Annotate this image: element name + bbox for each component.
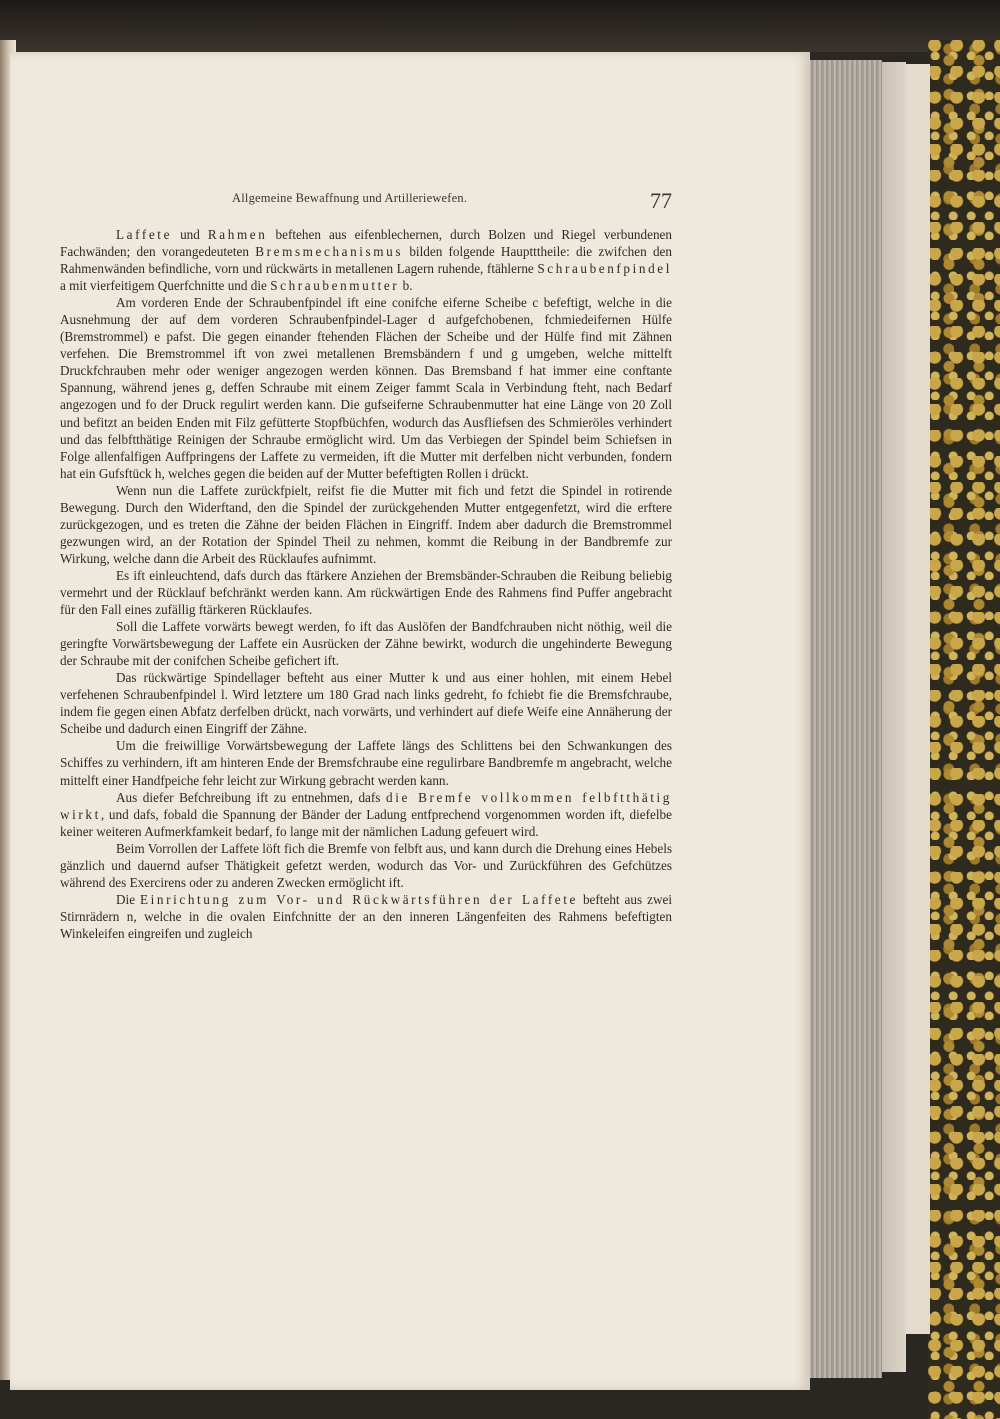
paragraph-8 (60, 789, 672, 840)
paragraph-5: Soll die Laffete vorwärts bewegt werden, fo ift das Auslöfen der Bandfchrauben nicht nöthig, weil die geringfte Vorwärtsbewegung der Laffete ein Ausrücken der Zähne bewirkt, wodurch die ungehinderte Bewegung der Schraube mit der conifchen Scheibe gefichert ift. (60, 619, 672, 669)
body-text (60, 226, 672, 942)
paragraph-6: Das rückwärtige Spindellager befteht aus einer Mutter k und aus einer hohlen, mit einem Hebel verfehenen Schraubenfpindel l. Wird letztere um 180 Grad nach links gedreht, fo fchiebt fie die Bremsfchraube, indem fie gegen einen Abfatz derfelben drückt, nach vorwärts, und verhindert auf diefe Weife eine Annäherung der Scheibe und dadurch einen Eingriff der Zähne. (60, 670, 672, 737)
endpaper (905, 64, 930, 1334)
page-header (60, 188, 672, 218)
paragraph-1 (60, 226, 672, 294)
paragraph-7: Um die freiwillige Vorwärtsbewegung der Laffete längs des Schlittens bei den Schwankungen des Schiffes zu verhindern, ift am hinteren Ende der Bremsfchraube eine regulirbare Bandbremfe m angebracht, welche mittelft einer Handfpeiche fehr leicht zur Wirkung gebracht werden kann. (60, 738, 672, 788)
page-block-edge-light (880, 62, 906, 1372)
text-run: und (172, 227, 208, 242)
spaced-term: Schraubenfpindel (537, 261, 672, 277)
text-run: beftehen aus eifenblechernen, durch Bolzen und Riegel verbundenen Fachwänden; den vorangedeuteten (60, 227, 672, 260)
marbled-book-cover (928, 40, 1000, 1419)
paragraph-10 (60, 891, 672, 942)
page-number: 77 (650, 188, 672, 213)
text-run: befteht aus zwei Stirnrädern n, welche in die ovalen Einfchnitte der an den inneren Längenfeiten des Rahmens befeftigten Winkeleifen eingreifen und zugleich (60, 891, 672, 941)
paragraph-9: Beim Vorrollen der Laffete löft fich die Bremfe von felbft aus, und kann durch die Drehung eines Hebels gänzlich und dauernd aufser Thätigkeit gefetzt werden, wodurch das Vor- und Zurückführen des Gefchützes während des Exercirens oder zu anderen Zwecken ermöglicht ift. (60, 840, 672, 890)
paragraph-4: Es ift einleuchtend, dafs durch das ftärkere Anziehen der Bremsbänder-Schrauben die Reibung beliebig vermehrt und der Rücklauf befchränkt werden kann. Am rückwärtigen Ende des Rahmens find Puffer angebracht für den Fall eines zufällig ftärkeren Rücklaufes. (60, 567, 672, 618)
text-run: Aus diefer Befchreibung ift zu entnehmen, dafs (116, 789, 386, 805)
text-run: b. (399, 278, 413, 294)
text-run: Die (116, 891, 141, 907)
page-block-edges (808, 60, 882, 1378)
scan-background-top (0, 0, 1000, 52)
spaced-term: die Bremfe vollkommen felbftthätig wirkt (60, 789, 672, 822)
spaced-term: Rahmen (207, 227, 268, 242)
spaced-term: Schraubenmutter (270, 278, 400, 294)
text-run: a mit vierfeitigem Querfchnitte und die (60, 278, 271, 294)
spaced-term: Bremsmechanismus (255, 244, 404, 260)
spaced-term: Laffete (116, 227, 173, 242)
spaced-term: Einrichtung zum Vor- und Rückwärtsführen der Laffete (140, 891, 578, 907)
running-title: Allgemeine Bewaffnung und Artilleriewefen. (232, 191, 468, 205)
text-run: , und dafs, fobald die Spannung der Bänder der Ladung entfprechend vorgenommen worden ift, diefelbe keiner weiteren Aufmerkfamkeit bedarf, fo lange mit der nämlichen Ladung gefeuert wird. (60, 806, 672, 839)
paragraph-2: Am vorderen Ende der Schraubenfpindel ift eine conifche eiferne Scheibe c befeftigt, welche in die Ausnehmung der auf dem vorderen Schraubenfpindel-Lager d aufgefchobenen, fchmiedeifernen Hülfe (Bremstrommel) e pafst. Die gegen einander ftehenden Flächen der Scheibe und der Hülfe find mit Zähnen verfehen. Die Bremstrommel ift von zwei metallenen Bremsbändern f und g umgeben, welche mittelft Druckfchrauben mehr oder weniger angezogen werden können. Das Bremsband f hat immer eine conftante Spannung, während jenes g, deffen Schraube mit einem Zeiger fammt Scala in Verbindung fteht, nach Bedarf angezogen und fo der Druck regulirt werden kann. Die gufseiferne Schraubenmutter hat eine Länge von 20 Zoll und befitzt an beiden Enden mit Filz gefütterte Stopfbüchfen, wodurch das Ausfliefsen des Schmieröles verhindert und das felbftthätige Reinigen der Schraube ermöglicht wird. Um das Verbiegen der Spindel beim Schiefsen in Folge allenfalfigen Auffpringens der Laffete zu vermeiden, ift die Mutter mit derfelben nicht verbunden, fondern hat ein Gufsftück h, welches gegen die beiden auf der Mutter befeftigten Rollen i drückt. (60, 295, 672, 481)
paragraph-3: Wenn nun die Laffete zurückfpielt, reifst fie die Mutter mit fich und fetzt die Spindel in rotirende Bewegung. Durch den Widerftand, den die Spindel der zurückgehenden Mutter entgegenfetzt, wird die erftere zurückgezogen, und es treten die Zähne der beiden Flächen in Eingriff. Indem aber dadurch die Bremstrommel gezwungen wird, an der Rotation der Spindel Theil zu nehmen, kommt die Reibung in der Bandbremfe zur Wirkung, welche dann die Arbeit des Rücklaufes aufnimmt. (60, 482, 672, 566)
text-run: bilden folgende Hauptttheile: die zwifchen den Rahmenwänden befindliche, vorn und rückwärts in metallenen Lagern ruhende, ftählerne (60, 244, 672, 277)
